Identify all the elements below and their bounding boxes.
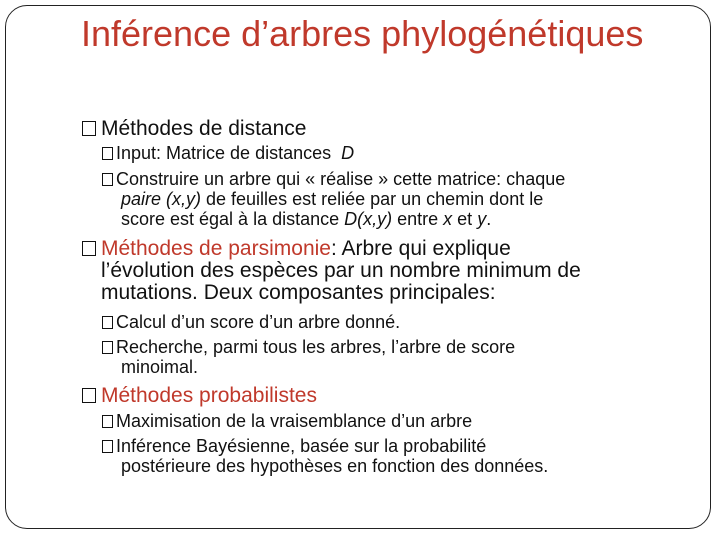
heading-text: Méthodes de distance: [101, 117, 307, 140]
heading-line3: mutations. Deux composantes principales:: [101, 281, 496, 304]
bullet-box-icon: [102, 440, 113, 453]
bullet-box-icon: [102, 341, 113, 354]
bullet-line1: Inférence Bayésienne, basée sur la probabilité: [116, 436, 487, 456]
bullet-bayesienne: [102, 436, 692, 476]
bullet-box-icon: [102, 147, 113, 160]
bullet-box-icon: [102, 173, 113, 186]
line2-rest: de feuilles est reliée par un chemin dont le: [201, 189, 544, 209]
bullet-input: [102, 143, 692, 163]
bullet-text: Input: Matrice de distances: [116, 143, 332, 163]
heading-accent: Méthodes probabilistes: [101, 384, 317, 407]
bullet-line1: Recherche, parmi tous les arbres, l’arbre de score: [116, 337, 516, 357]
bullet-box-icon: [102, 415, 113, 428]
bullet-text: Calcul d’un score d’un arbre donné.: [116, 312, 401, 332]
section-probabilistes-heading: [82, 385, 682, 407]
section-parsimonie-heading: [82, 238, 682, 304]
bullet-box-icon: [82, 241, 96, 256]
italic-dxy: D(x,y): [344, 209, 393, 229]
bullet-box-icon: [102, 316, 113, 329]
bullet-line3: [102, 209, 692, 229]
line3-d: .: [486, 209, 492, 229]
line3-b: entre: [392, 209, 444, 229]
bullet-line2: [102, 189, 692, 209]
bullet-text: Maximisation de la vraisemblance d’un arbre: [116, 411, 473, 431]
heading-accent: Méthodes de parsimonie: [101, 237, 331, 260]
line3-c: et: [452, 209, 478, 229]
heading-line2: l’évolution des espèces par un nombre minimum de: [101, 259, 581, 282]
bullet-calcul: [102, 312, 692, 332]
section-distance-heading: [82, 118, 682, 140]
italic-x: x: [443, 209, 453, 229]
italic-y: y: [477, 209, 487, 229]
bullet-line2: minoimal.: [121, 357, 199, 377]
heading-rest: : Arbre qui explique: [330, 237, 511, 260]
bullet-italic: D: [341, 143, 355, 163]
bullet-recherche: [102, 337, 692, 377]
line3-a: score est égal à la distance: [121, 209, 345, 229]
bullet-box-icon: [82, 388, 96, 403]
bullet-construire: [102, 169, 692, 229]
bullet-box-icon: [82, 121, 96, 136]
bullet-maximisation: [102, 411, 692, 431]
italic-pair: paire (x,y): [121, 189, 202, 209]
bullet-line2: postérieure des hypothèses en fonction des données.: [121, 456, 549, 476]
slide-title: Inférence d’arbres phylogénétiques: [81, 13, 644, 54]
bullet-line1: Construire un arbre qui « réalise » cette matrice: chaque: [116, 169, 566, 189]
